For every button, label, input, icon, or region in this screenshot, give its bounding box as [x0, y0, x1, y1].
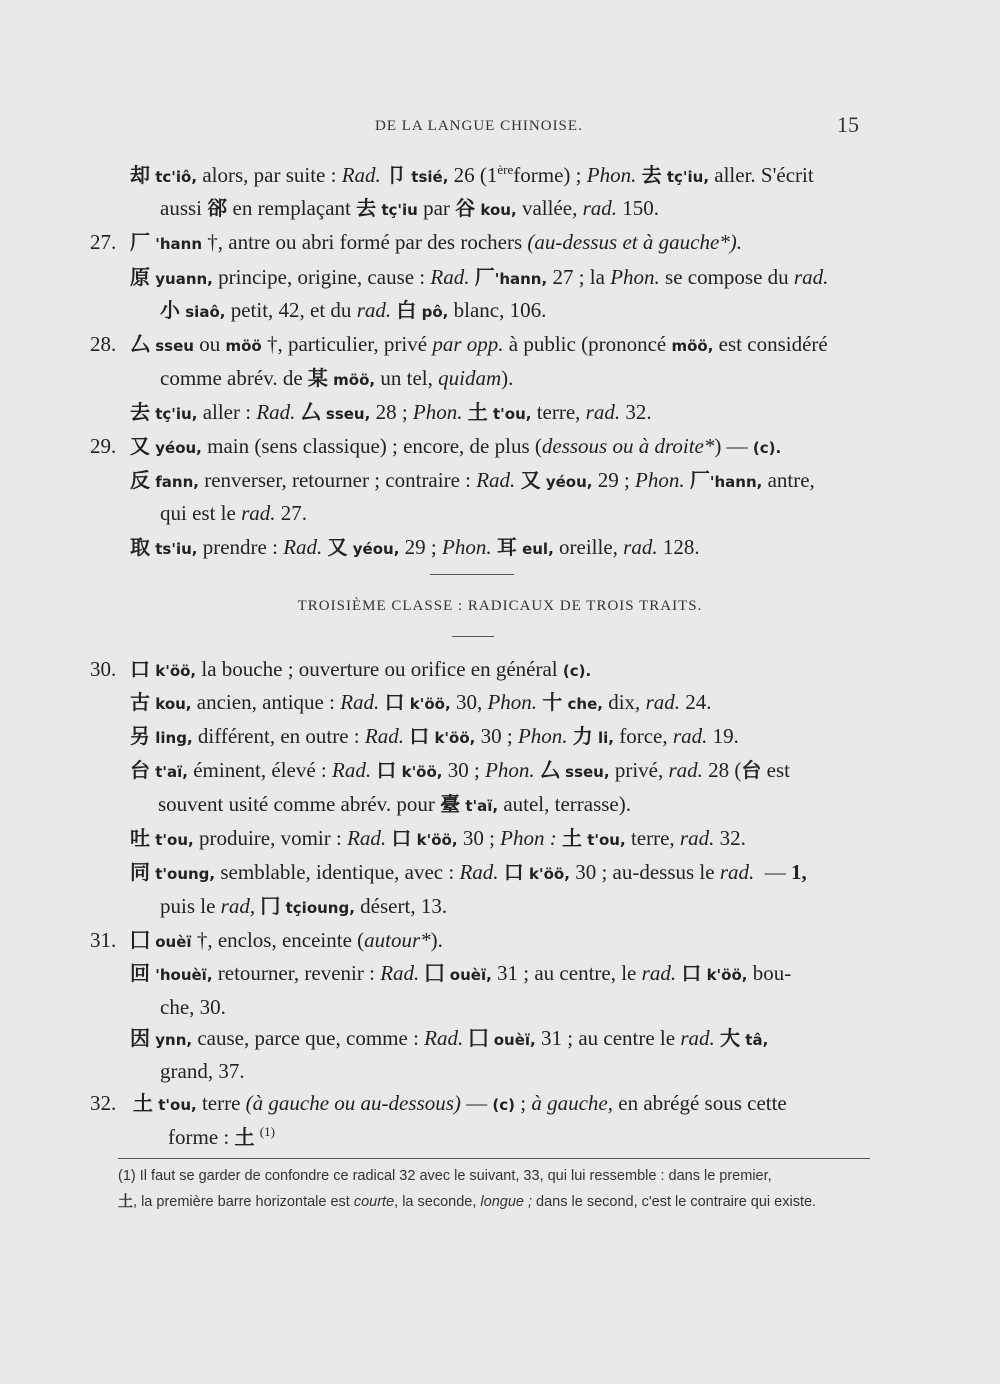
- entry-number: 30.: [90, 657, 117, 681]
- entry-line: aussi 郤 en remplaçant 去 tç'iu par 谷 kou, vallée, rad. 150.: [160, 196, 660, 220]
- entry-number: 28.: [90, 332, 117, 356]
- footnote: (1) Il faut se garder de confondre ce radical 32 avec le suivant, 33, qui lui ressemble : dans le premier, 土, la première barre horizontale est courte, la seconde, longue ; dans le second, c'est le contraire qui existe.: [118, 1168, 817, 1210]
- entry-line: che, 30.: [160, 995, 226, 1019]
- cjk-char: 口: [130, 657, 150, 681]
- section-title: TROISIÈME CLASSE : RADICAUX DE TROIS TRAITS.: [297, 598, 703, 614]
- entry-line: souvent usité comme abrév. pour 臺 t'aï, autel, terrasse).: [158, 792, 631, 816]
- entry-line: 原 yuann, principe, origine, cause : Rad. 厂'hann, 27 ; la Phon. se compose du rad.: [130, 265, 829, 289]
- gloss: alors, par suite :: [202, 163, 342, 187]
- entry-line: 取 ts'iu, prendre : Rad. 又 yéou, 29 ; Phon. 耳 eul, oreille, rad. 128.: [130, 535, 700, 559]
- footnote-text: , la seconde,: [394, 1193, 481, 1210]
- entry-line: 小 siaô, petit, 42, et du rad. 白 pô, blanc, 106.: [160, 298, 547, 322]
- entry-line: 却 tc'iô, alors, par suite : Rad. 卩 tsié, 26 (1èreforme) ; Phon. 去 tç'iu, aller. S'écrit: [130, 162, 814, 187]
- footnote-rule: [118, 1158, 870, 1159]
- cjk-char: 又: [130, 434, 150, 458]
- entry-line: 反 fann, renverser, retourner ; contraire : Rad. 又 yéou, 29 ; Phon. 厂'hann, antre,: [130, 468, 815, 492]
- footnote-text: , la première barre horizontale est: [133, 1193, 354, 1210]
- page-number: 15: [837, 112, 859, 137]
- entry-line: forme : 土 $^{(1)}$: [168, 1124, 275, 1149]
- entry-line: 古 kou, ancien, antique : Rad. 口 k'öö, 30, Phon. 十 che, dix, rad. 24.: [130, 690, 712, 714]
- footnote-text: Il faut se garder de confondre ce radical 32 avec le suivant, 33, qui lui ressemble : dans le premier,: [139, 1168, 772, 1184]
- cjk-char: 土: [133, 1091, 153, 1115]
- entry-line: 同 t'oung, semblable, identique, avec : Rad. 口 k'öö, 30 ; au-dessus le rad. — 1,: [130, 860, 807, 884]
- romanization: ouèï: [155, 933, 192, 951]
- entry-number: 27.: [90, 230, 117, 254]
- entry-line: qui est le rad. 27.: [160, 501, 308, 525]
- cjk-char: 厶: [130, 332, 150, 356]
- cjk-char: 囗: [130, 928, 150, 952]
- romanization: sseu: [155, 337, 194, 355]
- entry-number: 31.: [90, 928, 117, 952]
- entry-line: 因 ynn, cause, parce que, comme : Rad. 囗 ouèï, 31 ; au centre le rad. 大 tâ,: [130, 1026, 769, 1050]
- cjk-char: 厂: [130, 230, 150, 254]
- footnote-text: dans le second, c'est le contraire qui existe.: [532, 1193, 817, 1210]
- footnote-emphasis: longue ;: [480, 1193, 533, 1210]
- entry-line: 吐 t'ou, produire, vomir : Rad. 口 k'öö, 30 ; Phon : 土 t'ou, terre, rad. 32.: [130, 826, 746, 850]
- entry-line: 回 'houèï, retourner, revenir : Rad. 囗 ouèï, 31 ; au centre, le rad. 口 k'öö, bou-: [130, 961, 792, 985]
- entry-number: 32.: [90, 1091, 117, 1115]
- entry-line: 另 ling, différent, en outre : Rad. 口 k'öö, 30 ; Phon. 力 li, force, rad. 19.: [130, 724, 739, 748]
- entry-line: 台 t'aï, éminent, élevé : Rad. 口 k'öö, 30 ; Phon. 厶 sseu, privé, rad. 28 (台 est: [130, 758, 790, 782]
- romanization: k'öö,: [155, 662, 197, 680]
- document-page: DE LA LANGUE CHINOISE. 15 却 tc'iô, alors, par suite : Rad. 卩 tsié, 26 (1èreforme) ; Phon. 去 tç'iu, aller. S'écrit aussi 郤 en remplaçant 去 tç'iu par 谷 kou, vallée, rad. 150. 27. 厂 'hann †, antre ou abri formé par des rochers (au-dessus et à gauche*). 原 yuann, principe, origine, cause : Rad. 厂'hann, 27 ; la Phon. se compose du rad. 小 siaô, petit, 42, et du rad. 白 pô, blanc, 106. 28. 厶 sseu ou möö †, particulier, privé par opp. à public (prononcé möö, est considéré comme abrév. de 某 möö, un tel, quidam). 去 tç'iu, aller : Rad. 厶 sseu, 28 ; Phon. 土 t'ou, terre, rad. 32. 29. 又 yéou, main (sens classique) ; encore, de plus (dessous ou à droite*) — (c). 反 fann, renverser, retourner ; contraire : Rad. 又 yéou, 29 ; Phon. 厂'hann, antre, qui est le rad. 27. 取 ts'iu, prendre : Rad. 又 yéou, 29 ; Phon. 耳 eul, oreille, rad. 128. TROISIÈME CLASSE : RADICAUX DE TROIS TRAITS. 30. 口 k'öö, la bouche ; ouverture ou orifice en général (c). 古 kou, ancien, antique : Rad. 口 k'öö, 30, Phon. 十 che, dix, rad. 24. 另 ling, différent, en outre : Rad. 口 k'öö, 30 ; Phon. 力 li, force, rad. 19. 台 t'aï, éminent, élevé : Rad. 口 k'öö, 30 ; Phon. 厶 sseu, privé, rad. 28 (台 est souvent usité comme abrév. pour 臺 t'aï, autel, terrasse). 吐 t'ou, produire, vomir : Rad. 口 k'öö, 30 ; Phon : 土 t'ou, terre, rad. 32. 同 t'oung, semblable, identique, avec : Rad. 口 k'öö, 30 ; au-dessus le rad. — 1, puis le rad, 冂 tçioung, désert, 13. 31. 囗 ouèï †, enclos, enceinte (autour*). 回 'houèï, retourner, revenir : Rad. 囗 ouèï, 31 ; au centre, le rad. 口 k'öö, bou- che, 30. 因 ynn, cause, parce que, comme : Rad. 囗 ouèï, 31 ; au centre le rad. 大 tâ, grand, 37. 32. 土 t'ou, terre (à gauche ou au-dessous) — (c) ; à gauche, en abrégé sous cette forme : 土 $^{(1)}$ (1) Il faut se garder de confondre ce radical 32 avec le suivant, 33, qui lui ressemble : dans le premier, 土, la première barre horizontale est courte, la seconde, longue ; dans le second, c'est le contraire qui existe.: [0, 0, 1000, 1384]
- romanization: t'ou,: [158, 1096, 197, 1114]
- divider: [452, 636, 494, 637]
- entry-line: grand, 37.: [160, 1059, 245, 1083]
- romanization: 'hann: [155, 235, 203, 253]
- running-header: DE LA LANGUE CHINOISE.: [375, 118, 583, 134]
- entry-line: comme abrév. de 某 möö, un tel, quidam).: [160, 366, 514, 390]
- entry-line: puis le rad, 冂 tçioung, désert, 13.: [160, 894, 448, 918]
- romanization: tc'iô,: [155, 168, 198, 186]
- entry-number: 29.: [90, 434, 117, 458]
- divider: [430, 574, 514, 575]
- cjk-char: 却: [130, 163, 150, 187]
- entry-line: 去 tç'iu, aller : Rad. 厶 sseu, 28 ; Phon. 土 t'ou, terre, rad. 32.: [130, 400, 652, 424]
- footnote-emphasis: courte: [353, 1193, 395, 1210]
- romanization: yéou,: [155, 439, 202, 457]
- footnote-marker: (1): [118, 1168, 136, 1184]
